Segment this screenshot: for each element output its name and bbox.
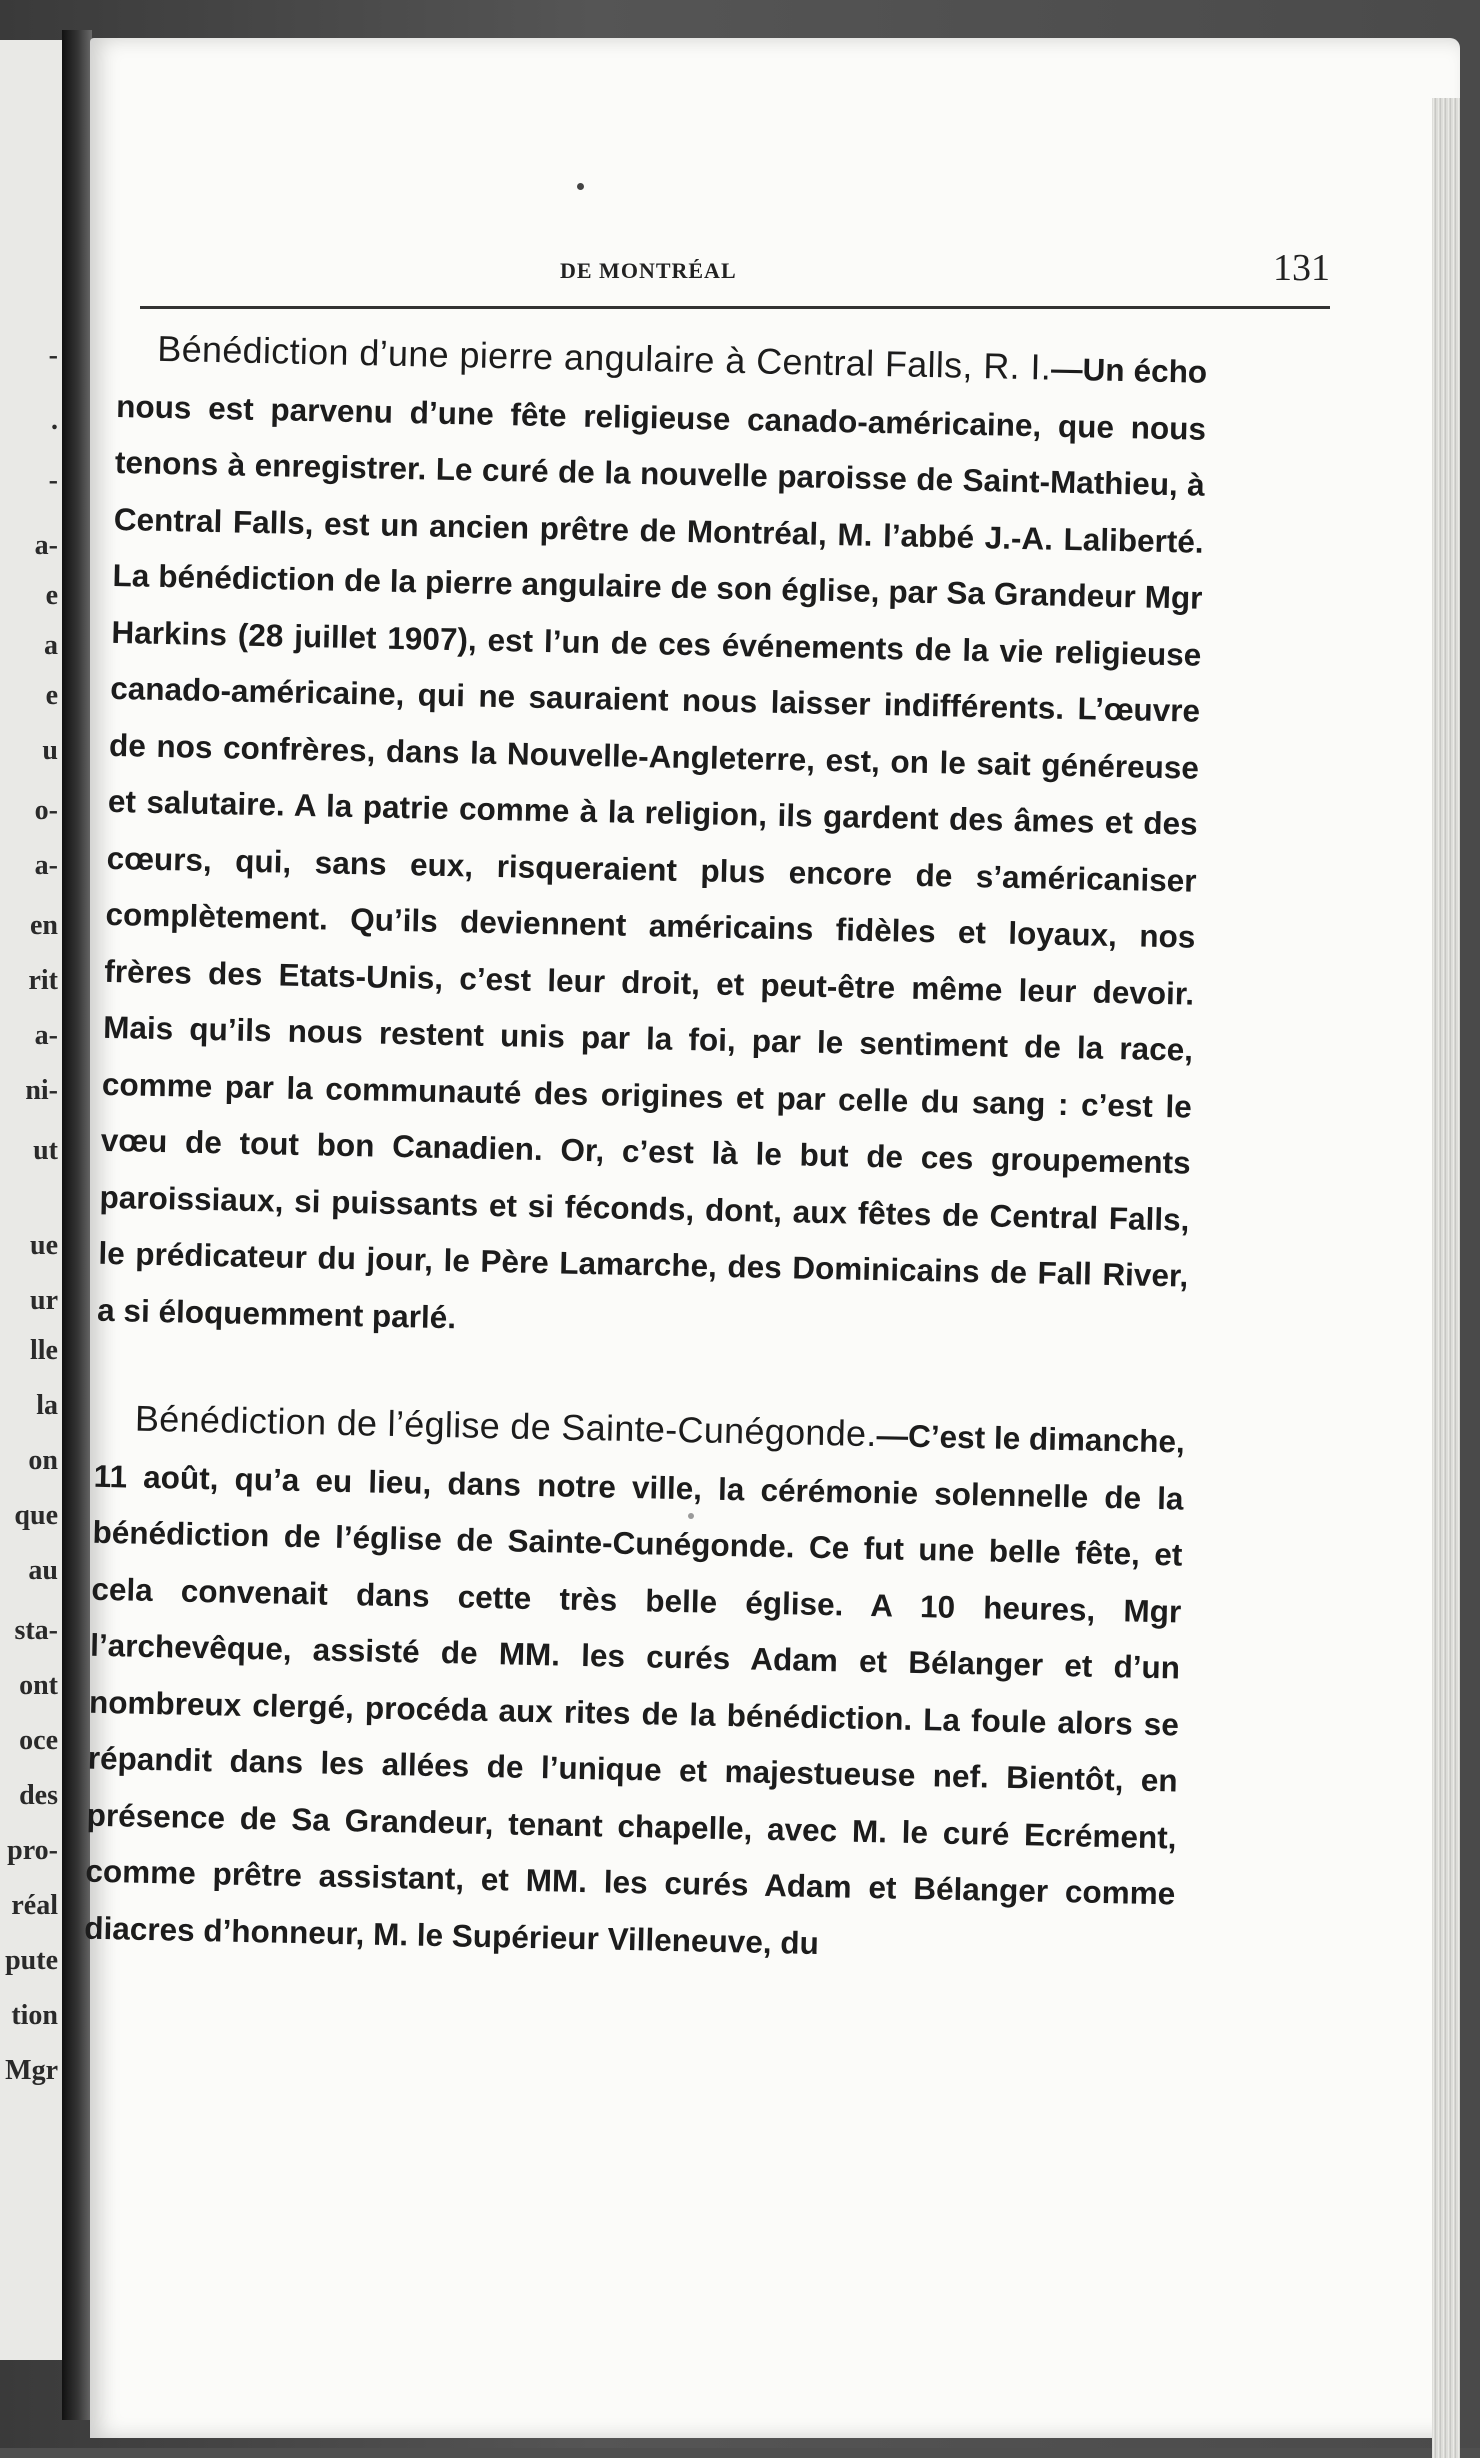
facing-page-fragment: la: [36, 1390, 58, 1421]
facing-page-fragment: a-: [34, 530, 58, 561]
paragraph-central-falls: [97, 320, 1208, 1361]
facing-page-fragment: au: [28, 1555, 58, 1586]
page-edges: [1432, 98, 1460, 2458]
facing-page-fragment: en: [30, 910, 58, 941]
paragraph-text: —Un écho nous est parvenu d’une fête religieuse canado-américaine, que nous tenons à enregistrer. Le curé de la nouvelle paroisse de Saint-Mathieu, à Central Falls, est un ancien prêtre de Montréal, M. l’abbé J.-A. Laliberté. La bénédiction de la pierre angulaire de son église, par Sa Grandeur Mgr Harkins (28 juillet 1907), est l’un de ces événements de la vie religieuse canado-américaine, qui ne sauraient nous laisser indifférents. L’œuvre de nos confrères, dans la Nouvelle-Angleterre, est, on le sait généreuse et salutaire. A la patrie comme à la religion, ils gardent des âmes et des cœurs, qui, sans eux, risqueraient plus encore de s’américaniser complètement. Qu’ils deviennent américains fidèles et loyaux, nos frères des Etats-Unis, c’est leur droit, et peut-être même leur devoir. Mais qu’ils nous restent unis par la foi, par le sentiment de la race, comme par la communauté des origines et par celle du sang : c’est le vœu de tout bon Canadien. Or, c’est là le but de ces groupements paroissiaux, si puissants et si féconds, dont, aux fêtes de Central Falls, le prédicateur du jour, le Père Lamarche, des Dominicains de Fall River, a si éloquemment parlé.: [96, 350, 1208, 1335]
facing-page-fragment: a-: [34, 850, 58, 881]
facing-page-fragment: Mgr: [5, 2055, 58, 2086]
facing-page-fragment: sta-: [14, 1615, 58, 1646]
facing-page-fragment: -: [48, 340, 58, 371]
facing-page-fragment: o-: [34, 795, 58, 826]
facing-page-fragment: pro-: [7, 1835, 58, 1866]
facing-page-fragment: on: [28, 1445, 58, 1476]
facing-page-fragment: pute: [5, 1945, 58, 1976]
facing-page-fragment: que: [14, 1500, 58, 1531]
facing-page-fragment: ur: [30, 1285, 58, 1316]
facing-page-fragment: ont: [19, 1670, 58, 1701]
paragraph-text: —C’est le dimanche, 11 août, qu’a eu lieu, dans notre ville, la cérémonie solennelle de la bénédiction de l’église de Sainte-Cunégonde. Ce fut une belle fête, et cela convenait dans cette très belle église. A 10 heures, Mgr l’archevêque, assisté de MM. les curés Adam et Bélanger et d’un nombreux clergé, procéda aux rites de la bénédiction. La foule alors se répandit dans les allées de l’unique et majestueuse nef. Bientôt, en présence de Sa Grandeur, tenant chapelle, avec M. le curé Ecrément, comme prêtre assistant, et MM. les curés Adam et Bélanger comme diacres d’honneur, M. le Supérieur Villeneuve, du: [83, 1417, 1186, 1961]
running-head: DE MONTRÉAL: [560, 258, 737, 283]
paragraph-title: Bénédiction d’une pierre angulaire à Central Falls, R. I.: [156, 327, 1052, 388]
facing-page-fragment: .: [51, 405, 58, 436]
binding-gutter: [62, 30, 92, 2420]
facing-page-fragment: u: [42, 735, 58, 766]
facing-page-fragment: oce: [19, 1725, 58, 1756]
ink-speck: [577, 183, 584, 190]
facing-page-fragment: a-: [34, 1020, 58, 1051]
paragraph-title: Bénédiction de l’église de Sainte-Cunégonde.: [134, 1397, 878, 1455]
facing-page-fragment: tion: [11, 2000, 58, 2031]
header-rule: [140, 306, 1330, 309]
facing-page-fragment: lle: [30, 1335, 58, 1366]
facing-page-fragment: réal: [11, 1890, 58, 1921]
facing-page-fragment: e: [45, 680, 58, 711]
facing-page-fragment: rit: [28, 965, 58, 996]
facing-page-fragment: a: [44, 630, 58, 661]
facing-page-fragment: e: [45, 580, 58, 611]
facing-page-fragment: ut: [33, 1135, 58, 1166]
page-body: [84, 320, 1208, 1978]
page-header: [140, 218, 1330, 308]
page-number: 131: [1273, 247, 1330, 289]
facing-page-fragment: des: [19, 1780, 58, 1811]
facing-page-fragment: ni-: [25, 1075, 58, 1106]
facing-page-fragment: ue: [30, 1230, 58, 1261]
facing-page-strip: [0, 40, 66, 2360]
facing-page-fragment: -: [48, 465, 58, 496]
paragraph-sainte-cunegonde: [84, 1390, 1186, 1979]
